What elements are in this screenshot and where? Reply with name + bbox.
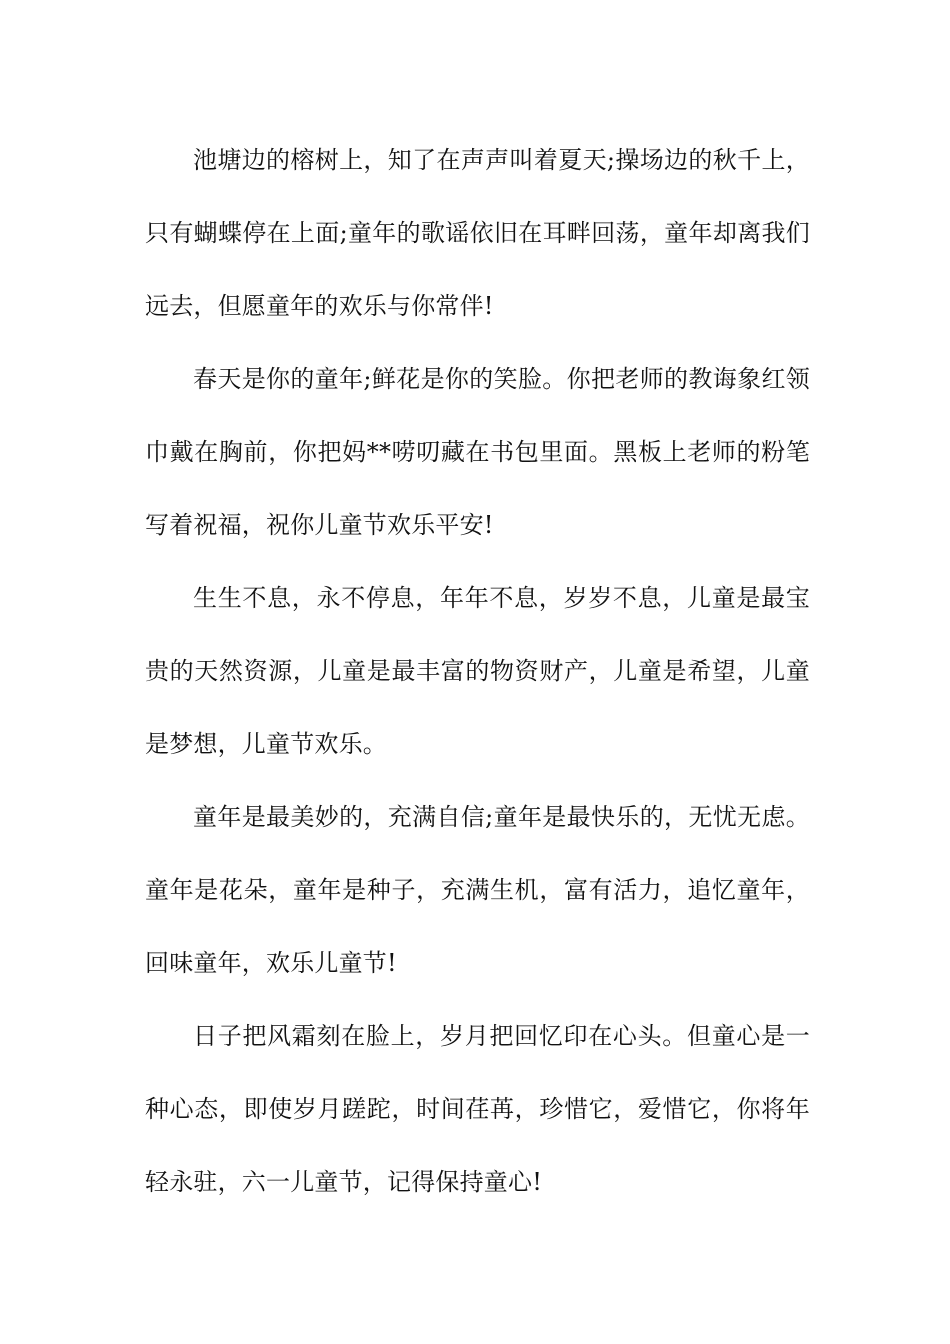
paragraph-2: 春天是你的童年;鲜花是你的笑脸。你把老师的教诲象红领巾戴在胸前，你把妈**唠叨藏在书包里面。黑板上老师的粉笔写着祝福，祝你儿童节欢乐平安! [145, 365, 810, 539]
document-body [145, 124, 810, 1219]
paragraph-5: 日子把风霜刻在脸上，岁月把回忆印在心头。但童心是一种心态，即使岁月蹉跎，时间荏苒，珍惜它，爱惜它，你将年轻永驻，六一儿童节，记得保持童心! [145, 1022, 810, 1196]
paragraph-4: 童年是最美妙的，充满自信;童年是最快乐的，无忧无虑。童年是花朵，童年是种子，充满生机，富有活力，追忆童年，回味童年，欢乐儿童节! [145, 803, 810, 977]
paragraph-1: 池塘边的榕树上，知了在声声叫着夏天;操场边的秋千上，只有蝴蝶停在上面;童年的歌谣依旧在耳畔回荡，童年却离我们远去，但愿童年的欢乐与你常伴! [145, 146, 810, 320]
paragraph-3: 生生不息，永不停息，年年不息，岁岁不息，儿童是最宝贵的天然资源，儿童是最丰富的物资财产，儿童是希望，儿童是梦想，儿童节欢乐。 [145, 584, 810, 758]
